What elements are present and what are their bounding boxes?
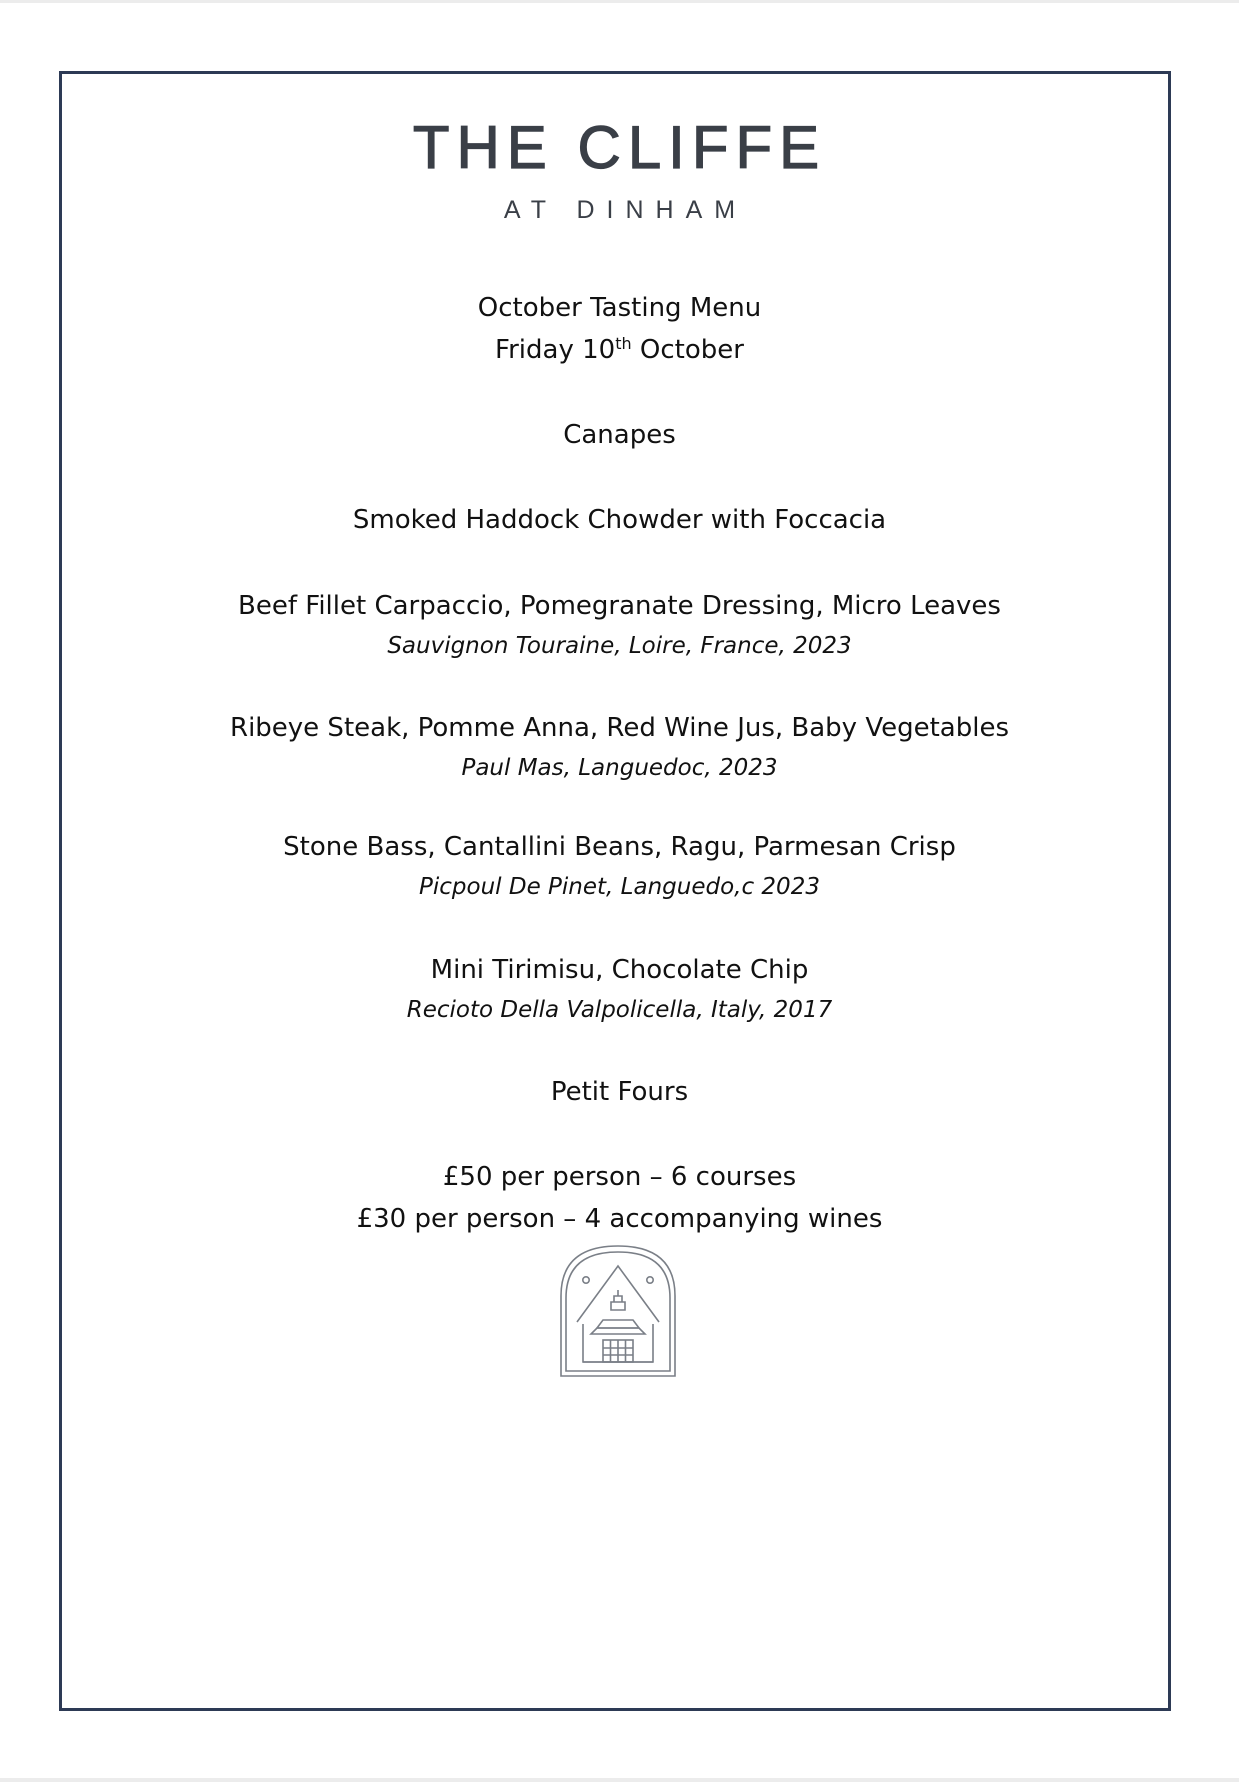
price-wine: £30 per person – 4 accompanying wines [356, 1204, 883, 1234]
course-dish: Mini Tirimisu, Chocolate Chip [430, 955, 809, 985]
menu-date [0, 333, 1239, 367]
menu-date-month: October [631, 335, 744, 365]
house-emblem-icon [559, 1244, 677, 1378]
menu-date-ordinal: th [615, 334, 632, 353]
course-dish: Stone Bass, Cantallini Beans, Ragu, Parmesan Crisp [283, 832, 956, 862]
course-wine: Sauvignon Touraine, Loire, France, 2023 [387, 633, 852, 659]
menu-date-day: Friday 10 [495, 335, 616, 365]
course-dish: Beef Fillet Carpaccio, Pomegranate Dressing, Micro Leaves [238, 591, 1001, 621]
course-petit-fours: Petit Fours [550, 1077, 689, 1107]
brand-logo-title: THE CLIFFE [412, 114, 827, 181]
course-dish: Ribeye Steak, Pomme Anna, Red Wine Jus, Baby Vegetables [230, 713, 1009, 743]
menu-title: October Tasting Menu [477, 293, 762, 323]
price-food: £50 per person – 6 courses [442, 1162, 797, 1192]
course-soup: Smoked Haddock Chowder with Foccacia [352, 505, 887, 535]
course-wine: Recioto Della Valpolicella, Italy, 2017 [406, 997, 833, 1023]
brand-logo-subtitle: AT DINHAM [503, 196, 748, 224]
top-page-edge [0, 0, 1239, 3]
course-wine: Picpoul De Pinet, Languedo,c 2023 [419, 874, 820, 900]
course-canapes: Canapes [563, 420, 676, 450]
bottom-page-edge [0, 1778, 1239, 1782]
course-wine: Paul Mas, Languedoc, 2023 [461, 755, 778, 781]
